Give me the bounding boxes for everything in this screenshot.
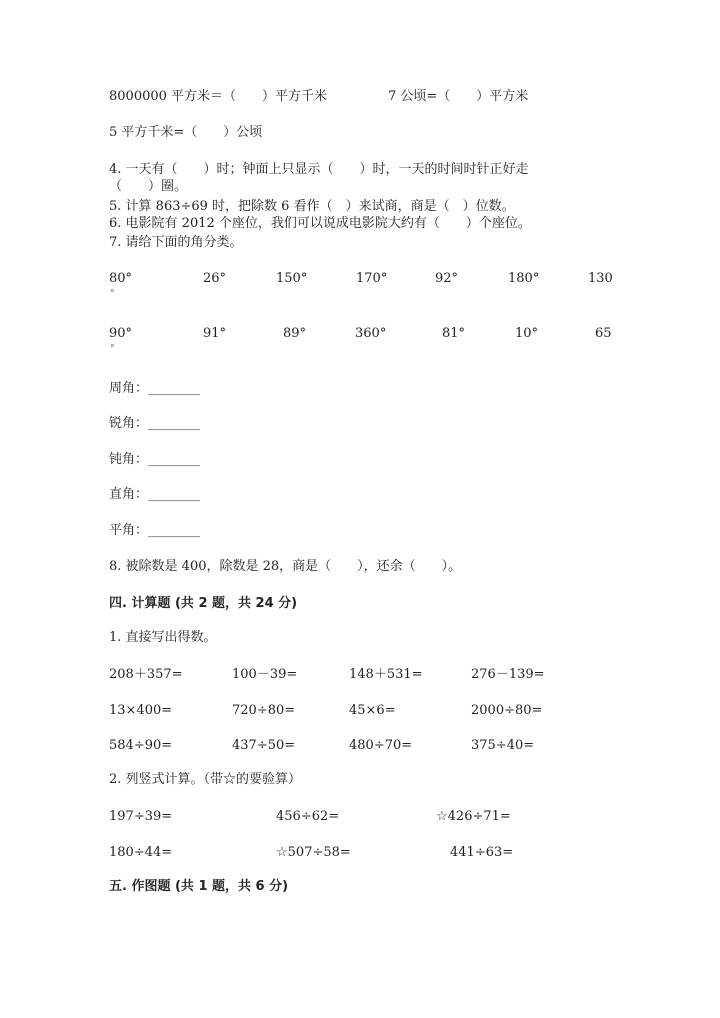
calc-item: 13×400=: [109, 703, 173, 718]
calc-item: 276－139=: [471, 667, 545, 682]
angle: 26°: [203, 271, 227, 286]
question-5: 5. 计算 863÷69 时，把除数 6 看作（ ）来试商，商是（ ）位数。: [109, 199, 515, 214]
angle: 90°: [109, 326, 133, 341]
calc-item: 180÷44=: [109, 845, 173, 860]
calc-item: ☆507÷58=: [276, 845, 351, 860]
question-4-line2: （ ）圈。: [109, 179, 188, 194]
section-4-heading: 四. 计算题 (共 2 题，共 24 分): [109, 596, 298, 611]
calc-item: 197÷39=: [109, 809, 173, 824]
conversion-2: 7 公顷=（ ）平方米: [388, 89, 529, 104]
angle: 360°: [355, 326, 387, 341]
question-6: 6. 电影院有 2012 个座位，我们可以说成电影院大约有（ ）个座位。: [109, 216, 531, 231]
calc-1-title: 1. 直接写出得数。: [109, 630, 217, 645]
category-right: 直角：________: [109, 487, 201, 502]
wrapped-degree: °: [110, 344, 115, 354]
calc-item: 456÷62=: [276, 809, 340, 824]
angle: 180°: [508, 271, 540, 286]
angle: 150°: [276, 271, 308, 286]
calc-item: 720÷80=: [232, 703, 296, 718]
angle: 91°: [203, 326, 227, 341]
calc-item: 208＋357=: [109, 667, 183, 682]
wrapped-degree: °: [110, 289, 115, 299]
conversion-3: 5 平方千米=（ ）公顷: [109, 125, 263, 140]
angle: 80°: [109, 271, 133, 286]
question-4-line1: 4. 一天有（ ）时；钟面上只显示（ ）时，一天的时间时针正好走: [109, 162, 529, 177]
calc-item: 375÷40=: [471, 738, 535, 753]
angle: 92°: [435, 271, 459, 286]
calc-item: 148＋531=: [349, 667, 423, 682]
category-acute: 锐角：________: [109, 416, 201, 431]
category-straight: 平角：________: [109, 523, 201, 538]
calc-item: 45×6=: [349, 703, 396, 718]
question-7: 7. 请给下面的角分类。: [109, 235, 243, 250]
angle: 81°: [442, 326, 466, 341]
section-5-heading: 五. 作图题 (共 1 题，共 6 分): [109, 879, 289, 894]
angle: 65: [595, 326, 612, 341]
calc-item: 584÷90=: [109, 738, 173, 753]
calc-item: 100－39=: [232, 667, 298, 682]
calc-item: 480÷70=: [349, 738, 413, 753]
question-8: 8. 被除数是 400，除数是 28，商是（ ），还余（ ）。: [109, 559, 462, 574]
conversion-1: 8000000 平方米＝（ ）平方千米: [109, 89, 328, 104]
calc-item: 437÷50=: [232, 738, 296, 753]
angle: 170°: [356, 271, 388, 286]
angle: 89°: [283, 326, 307, 341]
category-obtuse: 钝角：________: [109, 452, 201, 467]
angle: 10°: [515, 326, 539, 341]
calc-2-title: 2. 列竖式计算。（带☆的要验算）: [109, 772, 302, 787]
angle: 130: [588, 271, 613, 286]
category-full-angle: 周角：________: [109, 381, 201, 396]
calc-item: 441÷63=: [450, 845, 514, 860]
calc-item: ☆426÷71=: [436, 809, 511, 824]
calc-item: 2000÷80=: [471, 703, 543, 718]
